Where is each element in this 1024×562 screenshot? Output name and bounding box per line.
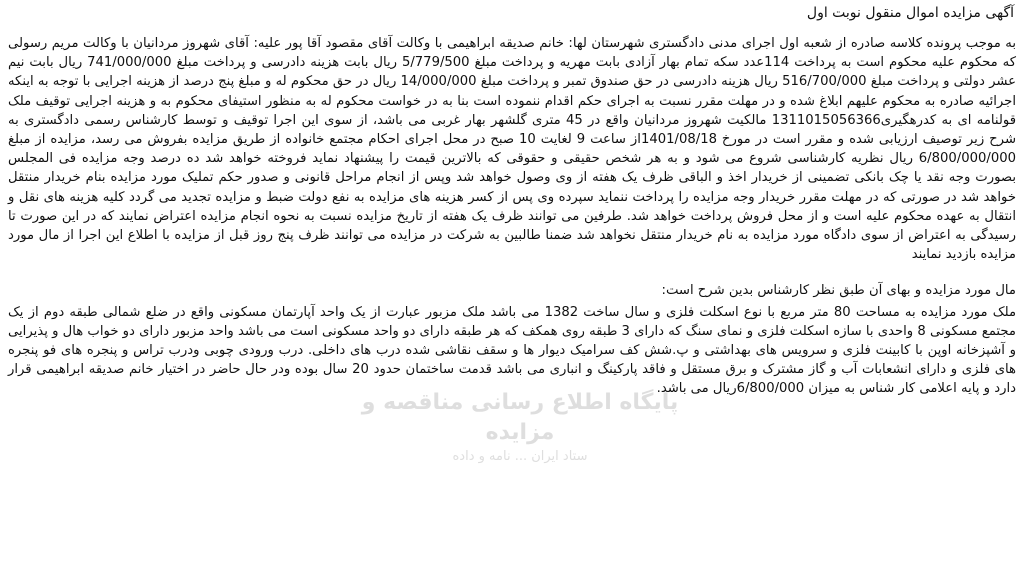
- notice-title: آگهی مزایده اموال منقول نوبت اول: [806, 5, 1014, 21]
- property-section-title: مال مورد مزایده و بهای آن طبق نظر کارشناس بدین شرح است:: [661, 283, 1016, 299]
- notice-body-paragraph: به موجب پرونده کلاسه صادره از شعبه اول اجرای مدنی دادگستری شهرستان لها: خانم صدیقه ابراهیمی با وکالت آقای مقصود آقا پور علیه: آقای شهروز مردانیان با وکالت مریم رسولی که محکوم علیه محکوم است به پرداخت 114عدد سکه تمام بهار آزادی بابت مهریه و پرداخت مبلغ 5/779/500 ریال بابت هزینه دادرسی و پرداخت مبلغ 741/000/000 ریال بابت نیم عشر دولتی و پرداخت مبلغ 516/700/000 ریال هزینه دادرسی در حق صندوق تمبر و پرداخت مبلغ 14/000/000 ریال در حق محکوم له و مبلغ پنج درصد از هزینه اجرایی با توجه به اینکه اجرائیه صادره به محکوم علیهم ابلاغ شده و در مهلت مقرر نسبت به اجرای حکم اقدام ننموده است بنا به در خواست محکوم له به منظور استیفای محکوم به و هزینه اجرایی توقیف ملک قولنامه ای به کدرهگیری1311015056366 مالکیت شهروز مردانیان واقع در 45 متری گلشهر بهار غربی می باشد، از سوی این اجرا توقیف و توسط کارشناس رسمی دادگستری به شرح زیر توصیف ارزیابی شده و مقرر است در مورخ 1401/08/18از ساعت 9 لغایت 10 صبح در محل اجرای احکام مجتمع خانواده از طریق مزایده بفروش می رسد، مزایده از مبلغ 6/800/000/000 ریال نظریه کارشناسی شروع می شود و به هر شخص حقیقی و حقوقی که بالاترین قیمت را پیشنهاد نماید فروخته خواهد شد ده درصد وجه مزایده فی المجلس بصورت وجه نقد یا چک بانکی تضمینی از خریدار اخذ و الباقی ظرف یک هفته از وی وصول خواهد شد وپس از انجام مراحل قانونی و صدور حکم تملیک مورد مزایده بنام خریدار منتقل خواهد شد در صورتی که در مهلت مقرر خریدار وجه مزایده را پرداخت ننماید سپرده وی پس از کسر هزینه های مزایده به نفع دولت ضبط و مزایده تجدید می گردد کلیه هزینه های نقل و انتقال به عهده محکوم علیه است و از محل فروش پرداخت خواهد شد. طرفین می توانند ظرف یک هفته از تاریخ مزایده نسبت به نحوه انجام مزایده اعتراض نمایند که در این صورت تا رسیدگی به اعتراض از سوی دادگاه مورد مزایده به نام خریدار منتقل نخواهد شد ضمنا طالبین به شرکت در مزایده می توانند ظرف پنج روز قبل از مزایده با اطلاع این اجرا از مال مورد مزایده بازدید نمایند: [7, 36, 1017, 263]
- watermark-line-1: پایگاه اطلاع رسانی مناقصه و مزایده: [361, 390, 679, 445]
- watermark-line-2: ستاد ایران ... نامه و داده: [452, 449, 588, 464]
- property-description-paragraph: ملک مورد مزایده به مساحت 80 متر مربع با نوع اسکلت فلزی و سال ساخت 1382 می باشد ملک مزبور عبارت از یک واحد آپارتمان مسکونی واقع در ضلع شمالی طبقه دوم از یک مجتمع مسکونی 8 واحدی با سازه اسکلت فلزی و نمای سنگ که دارای 3 طبقه روی همکف که هر طبقه دارای دو واحد مسکونی است می باشد واحد مزبور دارای دو خواب هال و پذیرایی و آشپزخانه اوپن با کابینت فلزی و سرویس های بهداشتی و پ.شش کف سرامیک دیوار ها و سقف نقاشی شده درب های داخلی. درب ورودی چوبی ودرب تراس و پنجره های فو پنجره های فلزی و دارای انشعابات آب و گاز مشترک و برق مستقل و فاقد پارکینگ و انباری می باشد قدمت ساختمان حدود 20 سال بوده ودر حال حاضر در اختیار خانم صدیقه ابراهیمی قرار دارد و پایه اعلامی کار شناس به میزان 6/800/000ریال می باشد.: [8, 304, 1017, 397]
